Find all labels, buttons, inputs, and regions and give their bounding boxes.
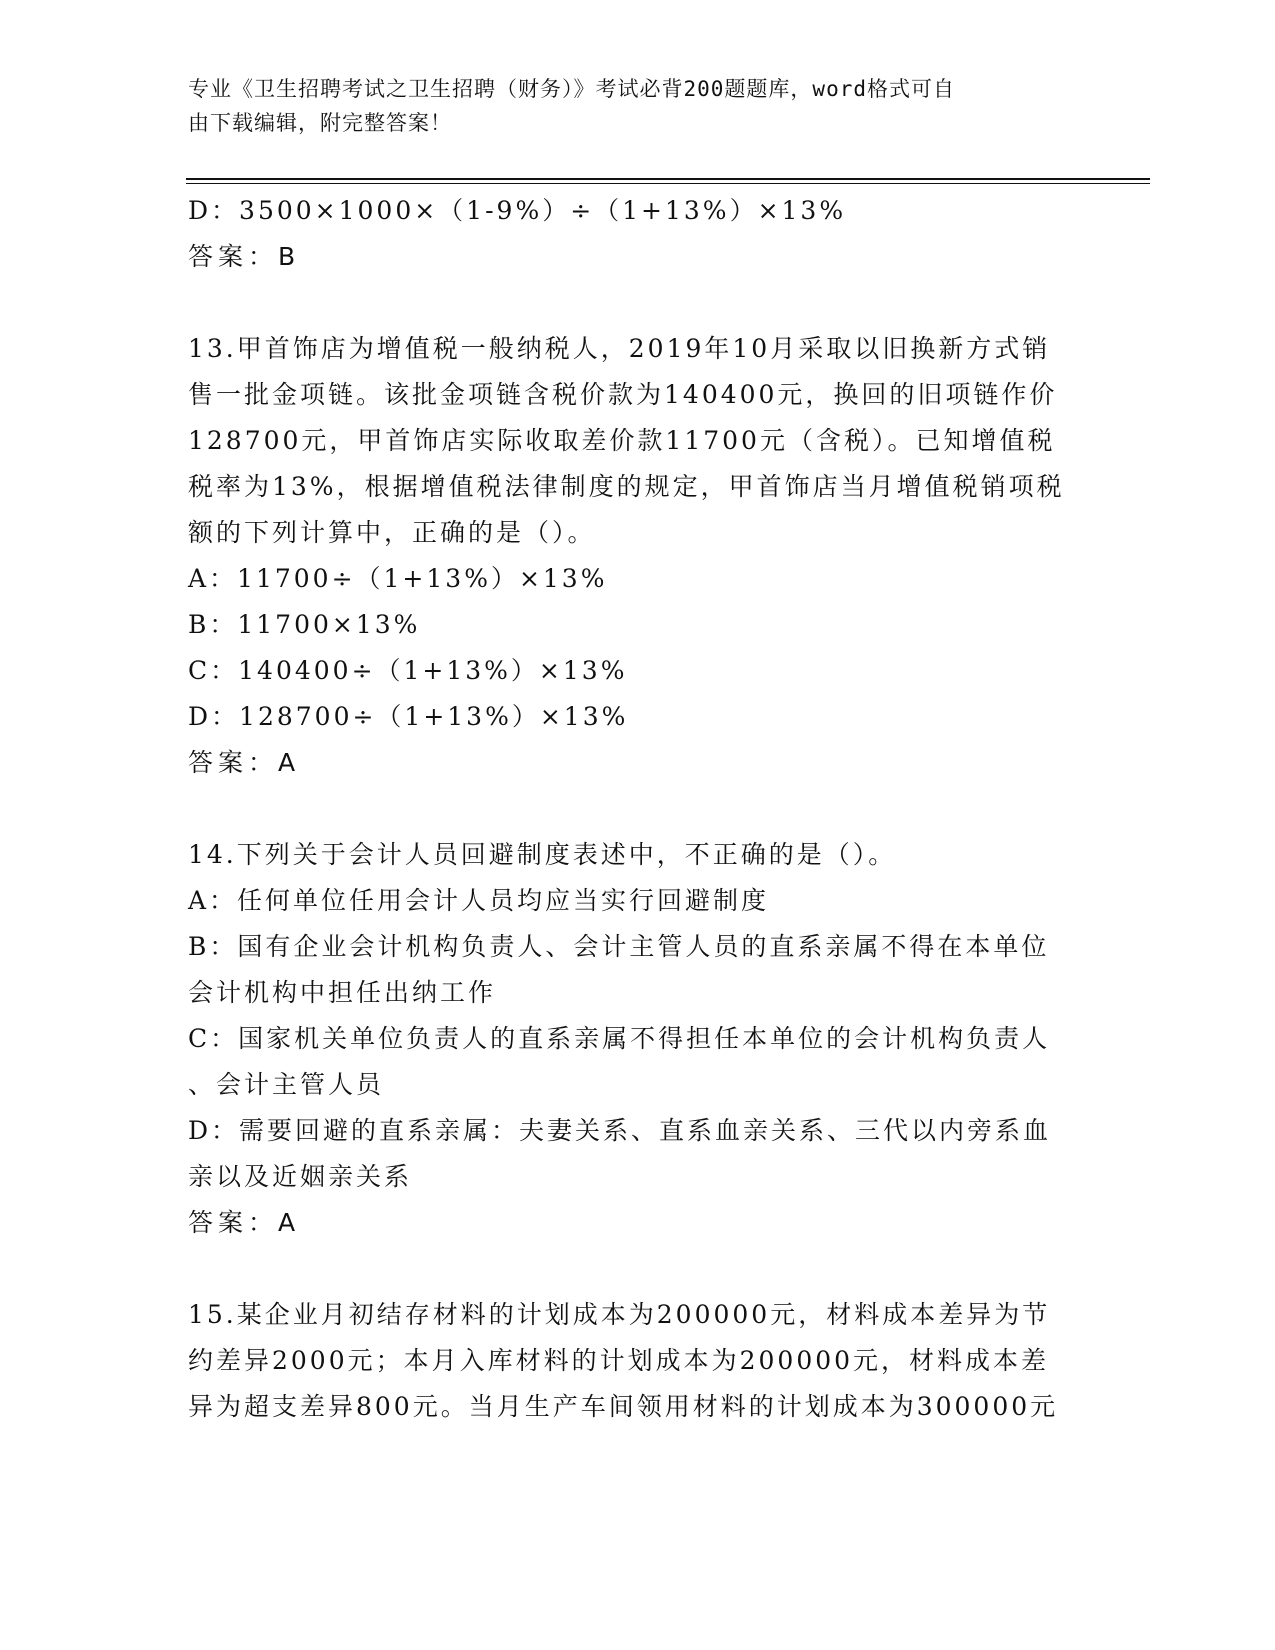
answer-label: 答案： xyxy=(188,1208,279,1237)
text-line: 14.下列关于会计人员回避制度表述中，不正确的是（）。 xyxy=(188,840,897,869)
text-line: 额的下列计算中，正确的是（）。 xyxy=(188,518,596,547)
text-line: 约差异2000元；本月入库材料的计划成本为200000元，材料成本差 xyxy=(188,1346,1050,1375)
text-line: D：3500×1000×（1-9%）÷（1+13%）×13% xyxy=(188,196,847,225)
answer-label: 答案： xyxy=(188,748,279,777)
header-line-2: 由下载编辑，附完整答案！ xyxy=(188,111,452,135)
text-line: A：11700÷（1+13%）×13% xyxy=(188,564,608,593)
answer-line xyxy=(188,1200,1088,1246)
text-line: C：国家机关单位负责人的直系亲属不得担任本单位的会计机构负责人 xyxy=(188,1024,1051,1053)
answer-label: 答案： xyxy=(188,242,279,271)
text-line: 13.甲首饰店为增值税一般纳税人，2019年10月采取以旧换新方式销 xyxy=(188,334,1051,363)
text-line: 会计机构中担任出纳工作 xyxy=(188,978,497,1007)
paragraph-gap xyxy=(188,786,1088,832)
text-line: D：128700÷（1+13%）×13% xyxy=(188,702,629,731)
page-header xyxy=(188,72,1068,140)
answer-value: A xyxy=(278,748,298,777)
paragraph-gap xyxy=(188,280,1088,326)
header-line-1: 专业《卫生招聘考试之卫生招聘（财务）》考试必背200题题库，word格式可自 xyxy=(188,77,955,101)
paragraph-gap xyxy=(188,1246,1088,1292)
text-line: B：国有企业会计机构负责人、会计主管人员的直系亲属不得在本单位 xyxy=(188,932,1050,961)
text-line: B：11700×13% xyxy=(188,610,421,639)
text-line: 15.某企业月初结存材料的计划成本为200000元，材料成本差异为节 xyxy=(188,1300,1051,1329)
text-line: D：需要回避的直系亲属：夫妻关系、直系血亲关系、三代以内旁系血 xyxy=(188,1116,1052,1145)
document-body xyxy=(188,188,1088,1430)
text-line: C：140400÷（1+13%）×13% xyxy=(188,656,628,685)
answer-line xyxy=(188,234,1088,280)
text-line: 128700元，甲首饰店实际收取差价款11700元（含税）。已知增值税 xyxy=(188,426,1056,455)
header-rule-thick xyxy=(186,178,1150,180)
text-line: 异为超支差异800元。当月生产车间领用材料的计划成本为300000元 xyxy=(188,1392,1059,1421)
text-line: 、会计主管人员 xyxy=(188,1070,385,1099)
answer-value: A xyxy=(278,1208,298,1237)
text-line: 亲以及近姻亲关系 xyxy=(188,1162,413,1191)
header-rule-thin xyxy=(186,183,1150,184)
text-line: 税率为13%，根据增值税法律制度的规定，甲首饰店当月增值税销项税 xyxy=(188,472,1065,501)
text-line: 售一批金项链。该批金项链含税价款为140400元，换回的旧项链作价 xyxy=(188,380,1058,409)
answer-line xyxy=(188,740,1088,786)
answer-value: B xyxy=(278,242,298,271)
text-line: A：任何单位任用会计人员均应当实行回避制度 xyxy=(188,886,770,915)
